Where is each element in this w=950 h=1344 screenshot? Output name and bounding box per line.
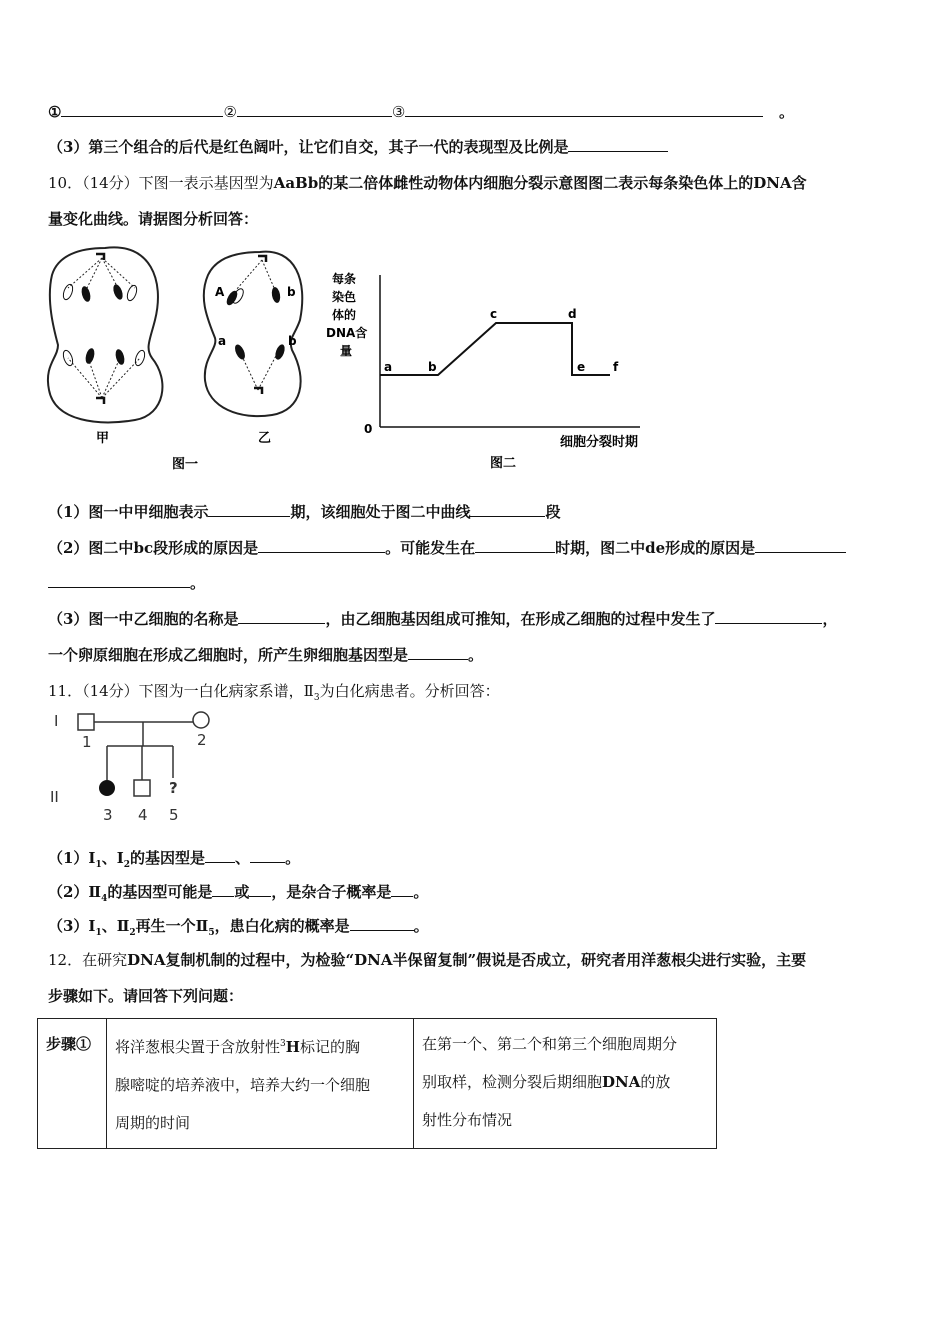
- blanks-line: ① ② ③ 。: [48, 103, 795, 121]
- svg-text:5: 5: [169, 806, 179, 824]
- svg-text:4: 4: [138, 806, 148, 824]
- q12-title: 12．在研究DNA复制机制的过程中，为检验“DNA半保留复制”假说是否成立，研究者用洋葱根尖进行实验，主要: [48, 951, 807, 969]
- pt-e: e: [577, 360, 586, 374]
- female-I2: [193, 712, 209, 728]
- affected-female-II3: [99, 780, 115, 796]
- pedigree: [45, 706, 225, 831]
- svg-text:3: 3: [103, 806, 113, 824]
- svg-text:量: 量: [340, 344, 353, 358]
- svg-text:每条: 每条: [332, 272, 357, 286]
- q10-title-cont: 量变化曲线。请据图分析回答：: [48, 210, 259, 228]
- pt-f: f: [613, 360, 619, 374]
- gen-I: I: [54, 712, 59, 730]
- figure-two: [320, 265, 660, 475]
- svg-text:DNA含: DNA含: [326, 326, 368, 340]
- male-II4: [134, 780, 150, 796]
- pt-a: a: [384, 360, 393, 374]
- pt-d: d: [568, 307, 577, 321]
- step-procedure: 将洋葱根尖置于含放射性$^3$H标记的胸 腺嘧啶的培养液中，培养大约一个细胞 周期的时间: [107, 1019, 414, 1149]
- fig1-caption: 图一: [172, 457, 199, 472]
- q10-sub3-cont: 一个卵原细胞在形成乙细胞时，所产生卵细胞基因型是 。: [48, 646, 484, 664]
- marker-1: ①: [48, 103, 62, 121]
- q10-sub2-cont: 。: [48, 572, 205, 593]
- allele-b-bottom: b: [288, 334, 297, 348]
- q10-sub1: （1）图一中甲细胞表示 期，该细胞处于图二中曲线 段: [48, 503, 561, 521]
- q9-sub3: （3）第三个组合的后代是红色阔叶，让它们自交，其子一代的表现型及比例是: [48, 136, 668, 157]
- fig2-xlabel: 细胞分裂时期: [560, 435, 639, 450]
- gen-II: II: [50, 788, 59, 806]
- q10-title: 10．（14分）下图一表示基因型为AaBb的某二倍体雌性动物体内细胞分裂示意图图二表示每条染色体上的DNA含: [48, 174, 807, 192]
- allele-A: A: [215, 285, 225, 299]
- step-sampling: 在第一个、第二个和第三个细胞周期分 别取样，检测分裂后期细胞DNA的放 射性分布情况: [414, 1019, 717, 1149]
- q10-sub3: （3）图一中乙细胞的名称是 ，由乙细胞基因组成可推知，在形成乙细胞的过程中发生了 ，: [48, 610, 838, 628]
- allele-a: a: [218, 334, 227, 348]
- svg-text:体的: 体的: [332, 308, 357, 322]
- q11-title: 11．（14分）下图为一白化病家系谱，$Ⅱ_3$为白化病患者。分析回答：: [48, 682, 500, 703]
- fig2-dna-curve: [380, 323, 610, 375]
- pt-c: c: [490, 307, 498, 321]
- marker-3: ③: [391, 103, 406, 121]
- cell-jia-outline: [48, 247, 163, 422]
- q12-title-cont: 步骤如下。请回答下列问题：: [48, 987, 244, 1005]
- unknown-child: ?: [169, 779, 178, 797]
- step-label: 步骤①: [38, 1019, 107, 1149]
- q10-sub2: （2）图二中bc段形成的原因是 。可能发生在 时期，图二中de形成的原因是: [48, 537, 846, 558]
- marker-2: ②: [223, 103, 237, 121]
- pt-b: b: [428, 360, 437, 374]
- steps-table: [37, 1018, 717, 1149]
- fig2-caption: 图二: [490, 456, 517, 471]
- male-I1: [78, 714, 94, 730]
- label-jia: 甲: [96, 431, 110, 446]
- origin: 0: [364, 422, 373, 436]
- figure-one: [40, 240, 340, 475]
- svg-text:2: 2: [197, 731, 207, 749]
- svg-text:染色: 染色: [332, 290, 357, 304]
- label-yi: 乙: [258, 431, 272, 446]
- q11-sub3: $(3)Ⅰ_1$、$Ⅱ_2$再生一个$Ⅱ_5$，患白化病的概率是 。: [48, 917, 429, 938]
- allele-b-top: b: [287, 285, 296, 299]
- fig2-ylabel: [326, 271, 367, 358]
- svg-text:1: 1: [82, 733, 92, 751]
- q11-sub1: $(1)Ⅰ_1$、$Ⅰ_2$的基因型是 、 。: [48, 849, 301, 870]
- q11-sub2: $(2)Ⅱ_4$的基因型可能是 或 ，是杂合子概率是 。: [48, 883, 429, 904]
